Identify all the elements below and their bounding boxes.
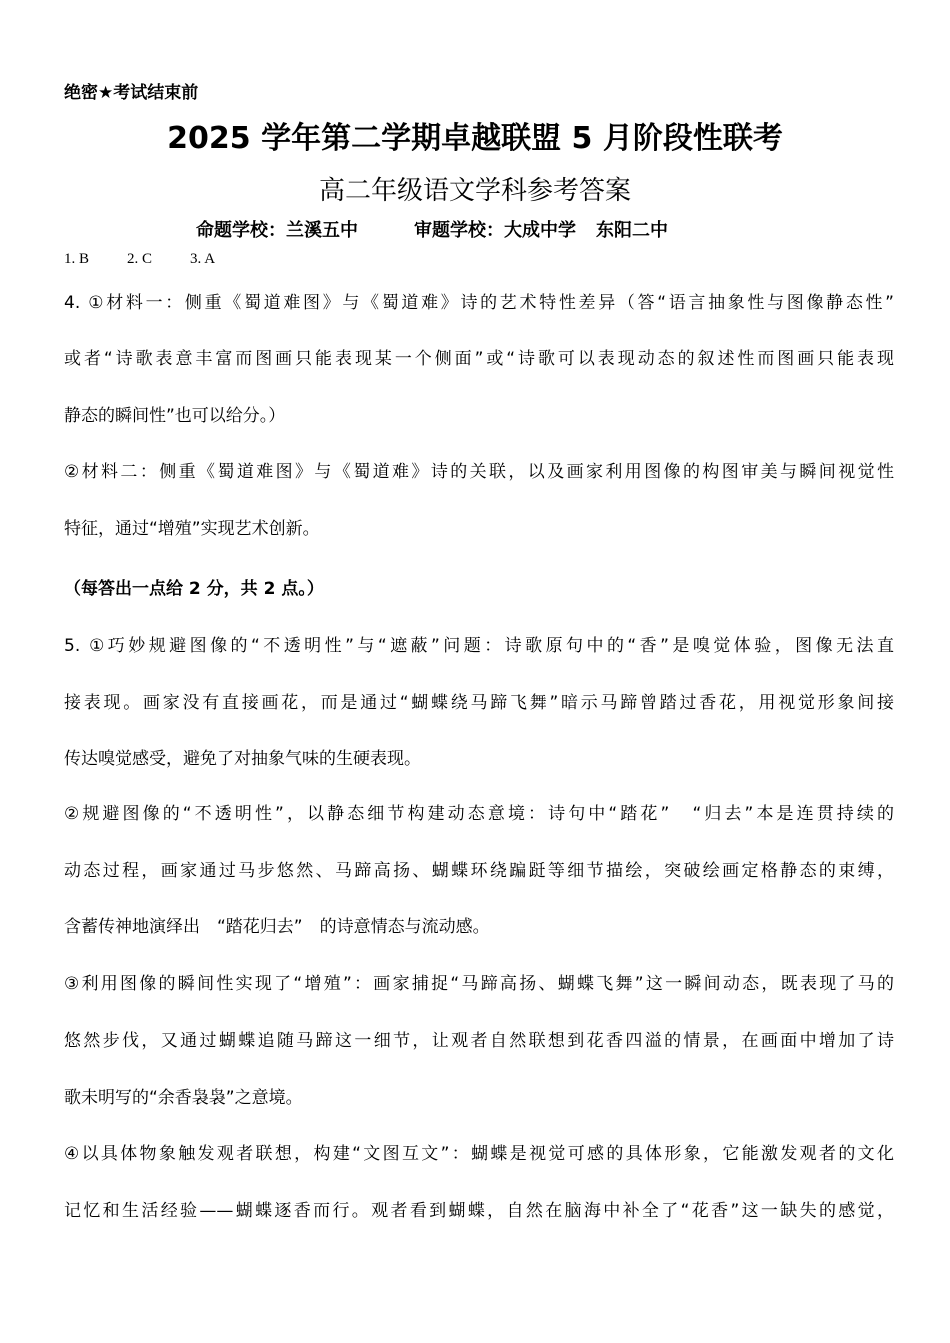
exam-title: 2025 学年第二学期卓越联盟 5 月阶段性联考 [167, 121, 783, 156]
answer-line: 接表现。画家没有直接画花，而是通过“蝴蝶绕马蹄飞舞”暗示马蹄曾踏过香花，用视觉形象间接 [64, 693, 894, 713]
reviewer-school-2: 东阳二中 [596, 220, 668, 241]
school-credits [196, 216, 668, 242]
answer-line: 动态过程，画家通过马步悠然、马蹄高扬、蝴蝶环绕蹁跹等细节描绘，突破绘画定格静态的束缚， [64, 861, 894, 881]
answer-line: 或者“诗歌表意丰富而图画只能表现某一个侧面”或“诗歌可以表现动态的叙述性而图画只能表现 [64, 349, 894, 369]
answer-line: 5. ①巧妙规避图像的“不透明性”与“遮蔽”问题：诗歌原句中的“香”是嗅觉体验，图像无法直 [64, 636, 894, 656]
answer-line: 含蓄传神地演绎出 “踏花归去” 的诗意情态与流动感。 [64, 917, 490, 937]
mc-answer-3: 3. A [190, 251, 216, 267]
answer-line: 悠然步伐，又通过蝴蝶追随马蹄这一细节，让观者自然联想到花香四溢的情景，在画面中增加了诗 [64, 1031, 894, 1051]
answer-line: 特征，通过“增殖”实现艺术创新。 [64, 519, 320, 539]
answer-line: ④以具体物象触发观者联想，构建“文图互文”：蝴蝶是视觉可感的具体形象，它能激发观者的文化 [64, 1144, 894, 1164]
mc-answer-2: 2. C [127, 251, 153, 267]
reviewer-school: 审题学校：大成中学 [414, 220, 576, 241]
answer-line: ②规避图像的“不透明性”，以静态细节构建动态意境：诗句中“踏花” “归去”本是连贯持续的 [64, 804, 894, 824]
answer-line: ②材料二：侧重《蜀道难图》与《蜀道难》诗的关联，以及画家利用图像的构图审美与瞬间视觉性 [64, 462, 894, 482]
answer-line: 静态的瞬间性”也可以给分。） [64, 406, 286, 426]
multiple-choice-answers [64, 251, 253, 268]
answer-line: 传达嗅觉感受，避免了对抽象气味的生硬表现。 [64, 749, 421, 769]
scoring-note: （每答出一点给 2 分，共 2 点。） [64, 579, 324, 599]
answer-line: 4. ①材料一：侧重《蜀道难图》与《蜀道难》诗的艺术特性差异（答“语言抽象性与图像静态性” [64, 293, 894, 313]
mc-answer-1: 1. B [64, 251, 90, 267]
answer-line: ③利用图像的瞬间性实现了“增殖”：画家捕捉“马蹄高扬、蝴蝶飞舞”这一瞬间动态，既表现了马的 [64, 974, 894, 994]
confidential-label: 绝密★考试结束前 [64, 83, 199, 103]
document-subtitle: 高二年级语文学科参考答案 [318, 176, 631, 206]
answer-line: 记忆和生活经验——蝴蝶逐香而行。观者看到蝴蝶，自然在脑海中补全了“花香”这一缺失的感觉， [64, 1201, 894, 1221]
setter-school: 命题学校：兰溪五中 [196, 220, 358, 241]
answer-line: 歌未明写的“余香袅袅”之意境。 [64, 1088, 303, 1108]
